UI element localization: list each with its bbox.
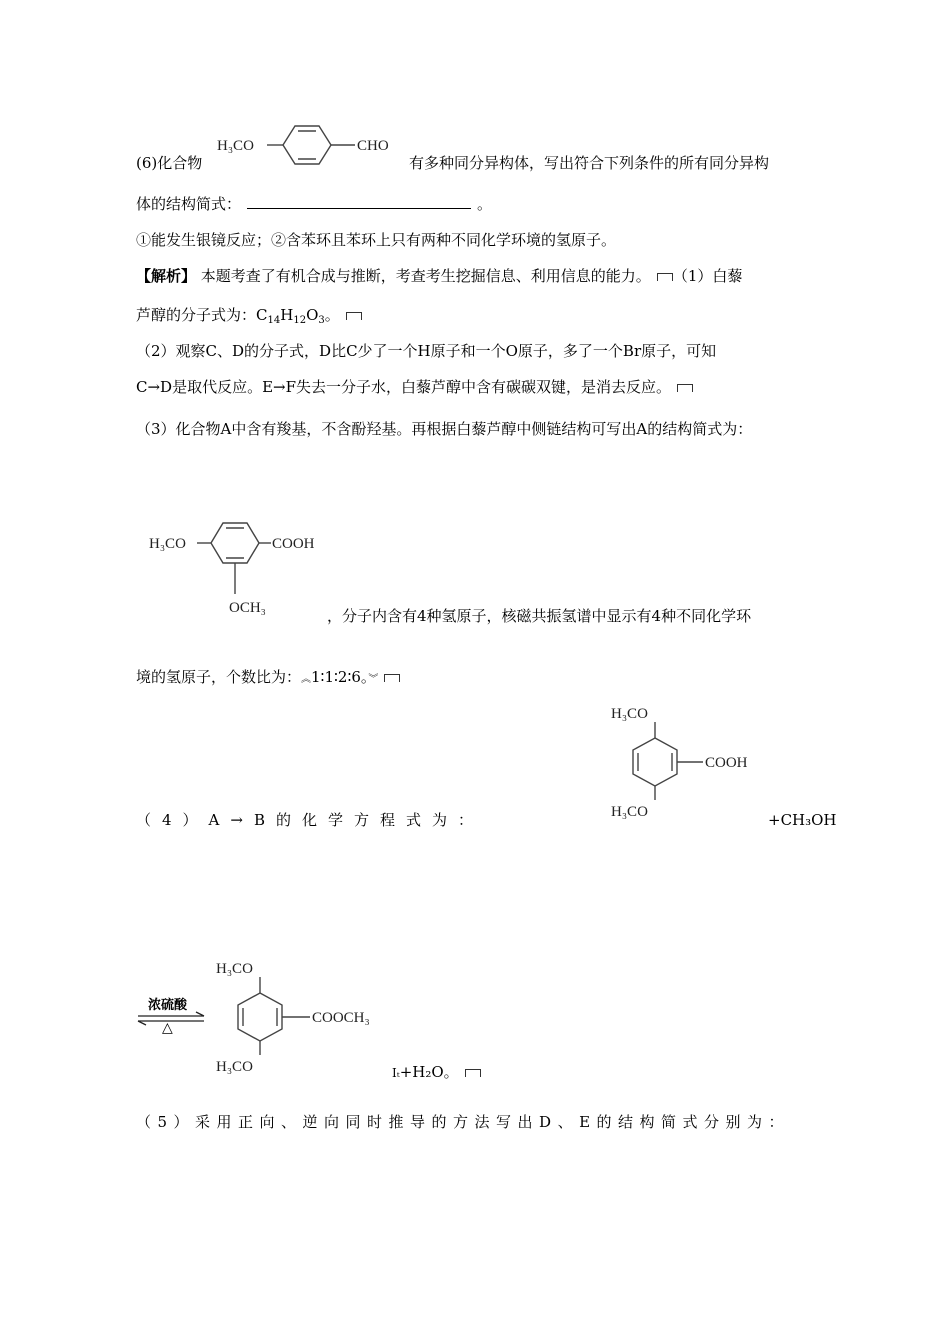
plus-methanol: +CH₃OH — [768, 811, 837, 829]
answer-blank[interactable] — [247, 194, 471, 209]
product-right: COOCH₃ — [312, 1010, 370, 1026]
analysis-p3b — [136, 667, 400, 690]
paragraph-mark-icon — [384, 674, 400, 682]
q6-molecule-anisaldehyde — [215, 118, 410, 172]
q6-line2-text: 体的结构简式： — [136, 195, 242, 213]
analysis-p4-label: （4）A→B的化学方程式为： — [136, 811, 484, 829]
q6-prefix: (6)化合物 — [136, 154, 203, 172]
compound-a-reactant-structure — [605, 700, 785, 820]
reactant-right: COOH — [705, 755, 748, 771]
analysis-p2b — [136, 377, 693, 397]
analysis-p1b — [136, 305, 362, 331]
analysis-p3-tail: ，分子内含有4种氢原子，核磁共振氢谱中显示有4种不同化学环 — [327, 607, 752, 625]
formula-prefix: 芦醇的分子式为： — [136, 306, 257, 324]
plus-water: +H₂O。 — [399, 1063, 459, 1081]
q6-line2 — [136, 194, 492, 214]
arrow-condition-top: 浓硫酸 — [148, 998, 188, 1013]
q6-mol-right: CHO — [357, 138, 389, 154]
compound-a-left: H₃CO — [149, 536, 186, 552]
analysis-p1 — [136, 266, 742, 286]
paragraph-mark-icon — [677, 384, 693, 392]
anchor-icon: Ⅰₜ — [392, 1066, 400, 1080]
analysis-p2b-text: C→D是取代反应。E→F失去一分子水，白藜芦醇中含有碳碳双键，是消去反应。 — [136, 378, 672, 396]
compound-a-right: COOH — [272, 536, 315, 552]
q6-mol-left: H₃CO — [217, 138, 254, 154]
analysis-p3b-text: 境的氢原子，个数比为： — [136, 668, 302, 686]
analysis-p2a: （2）观察C、D的分子式，D比C少了一个H原子和一个O原子，多了一个Br原子，可知 — [136, 342, 717, 360]
reactant-bottom: H₃CO — [611, 804, 648, 820]
ratio: 1∶1∶2∶6。 — [311, 668, 369, 686]
compound-a-bottom: OCH₃ — [229, 600, 266, 616]
analysis-intro: 本题考查了有机合成与推断，考查考生挖掘信息、利用信息的能力。 — [200, 267, 651, 285]
compound-a-structure — [145, 512, 345, 622]
caret-right-icon: ︾ — [368, 674, 379, 685]
compound-b-product-structure — [210, 955, 410, 1075]
q6-line2-end: 。 — [477, 195, 493, 213]
reactant-top: H₃CO — [611, 706, 648, 722]
q6-suffix: 有多种同分异构体，写出符合下列条件的所有同分异构 — [409, 154, 770, 172]
analysis-label: 【解析】 — [136, 267, 197, 285]
product-bottom: H₃CO — [216, 1059, 253, 1075]
arrow-condition-bottom: △ — [162, 1020, 173, 1036]
paragraph-mark-icon — [465, 1069, 481, 1077]
q6-conditions: ①能发生银镜反应；②含苯环且苯环上只有两种不同化学环境的氢原子。 — [136, 231, 617, 249]
paragraph-mark-icon — [657, 273, 673, 281]
reaction-arrow — [136, 994, 208, 1040]
analysis-p5: （5）采用正向、逆向同时推导的方法写出D、E的结构简式分别为： — [136, 1113, 791, 1131]
plus-water-line — [392, 1062, 481, 1083]
formula: $C_{14}H_{12}O_3$。 — [256, 306, 340, 326]
paragraph-mark-icon — [346, 312, 362, 320]
caret-left-icon: ︽ — [301, 674, 312, 685]
analysis-p1-tail: （1）白藜 — [672, 267, 743, 285]
analysis-p3: （3）化合物A中含有羧基，不含酚羟基。再根据白藜芦醇中侧链结构可写出A的结构简式为： — [136, 420, 753, 438]
product-top: H₃CO — [216, 961, 253, 977]
